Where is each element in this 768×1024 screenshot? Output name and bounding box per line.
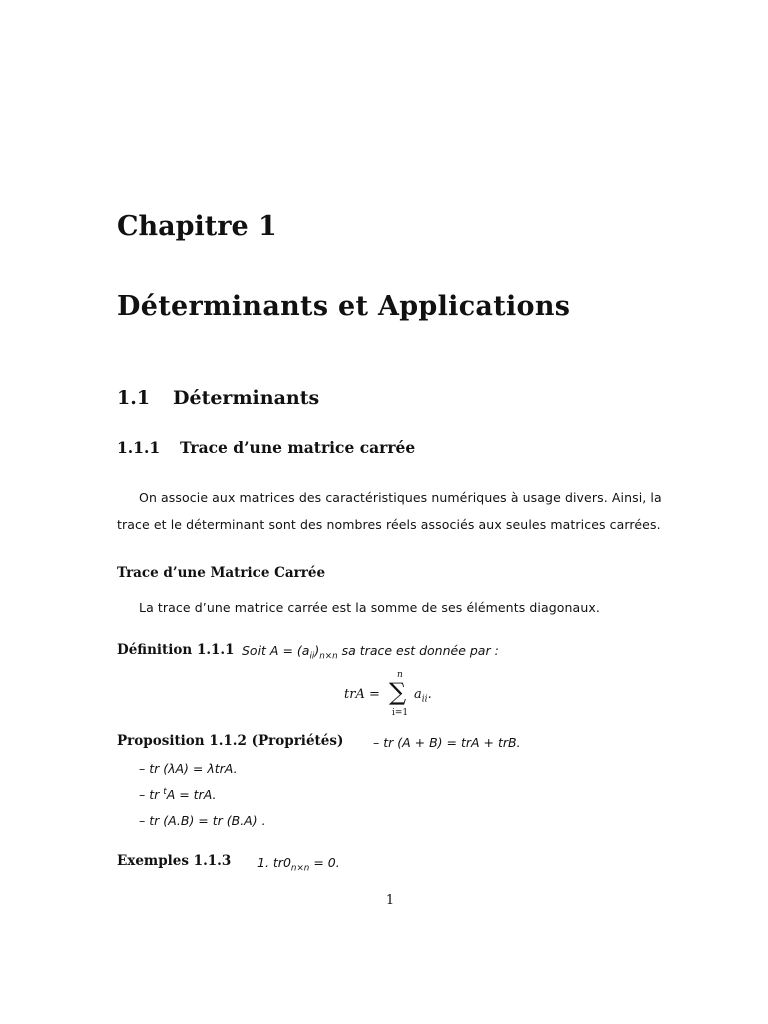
- formula-sum-lower: i=1: [392, 708, 409, 718]
- property-item-3-rest: A = trA.: [166, 787, 217, 803]
- example-item-1-sub: n×n: [290, 863, 310, 874]
- example-item-1-suffix: = 0.: [309, 855, 340, 870]
- section-number: 1.1: [117, 387, 151, 409]
- example-item-1-prefix: 1. tr0: [257, 855, 291, 870]
- formula-lhs: trA =: [344, 687, 380, 702]
- property-item-3-prefix: – tr: [139, 787, 164, 803]
- formula-term-a: a: [414, 687, 422, 702]
- formula-sum-upper: n: [397, 670, 403, 680]
- subsection-number: 1.1.1: [117, 438, 161, 457]
- trace-heading: Trace d’une Matrice Carrée: [117, 565, 326, 581]
- formula-term-sub: ii: [421, 694, 428, 705]
- definition-sub-nxn: n×n: [319, 651, 338, 662]
- subsection-title: Trace d’une matrice carrée: [180, 438, 416, 457]
- property-item-1: – tr (A + B) = trA + trB.: [373, 735, 521, 750]
- chapter-title: Déterminants et Applications: [117, 291, 571, 322]
- intro-line-1: On associe aux matrices des caractéristiques numériques à usage divers. Ainsi, la: [139, 490, 662, 505]
- definition-text-prefix: Soit A = (a: [242, 643, 310, 658]
- definition-text: [242, 643, 499, 662]
- formula-sum-symbol: ∑: [389, 678, 407, 706]
- property-item-2: – tr (λA) = λtrA.: [139, 761, 238, 776]
- definition-text-suffix: sa trace est donnée par :: [337, 643, 499, 658]
- example-item-1: [257, 855, 340, 874]
- transpose-superscript: t: [163, 787, 167, 797]
- trace-formula: [344, 670, 464, 720]
- property-item-3: [139, 787, 216, 802]
- examples-label: Exemples 1.1.3: [117, 853, 232, 869]
- formula-term: [414, 687, 432, 705]
- definition-sub-ii: ii: [309, 651, 315, 662]
- proposition-label: Proposition 1.1.2 (Propriétés): [117, 733, 344, 749]
- section-title: Déterminants: [173, 387, 320, 409]
- formula-end: .: [427, 687, 432, 702]
- trace-sentence: La trace d’une matrice carrée est la somme de ses éléments diagonaux.: [139, 600, 600, 615]
- page-number: 1: [385, 893, 395, 908]
- property-item-4: – tr (A.B) = tr (B.A) .: [139, 813, 266, 828]
- definition-text-mid: ): [314, 643, 320, 658]
- chapter-label: Chapitre 1: [117, 211, 277, 242]
- definition-label: Définition 1.1.1: [117, 642, 235, 658]
- intro-line-2: trace et le déterminant sont des nombres réels associés aux seules matrices carrées.: [117, 517, 661, 532]
